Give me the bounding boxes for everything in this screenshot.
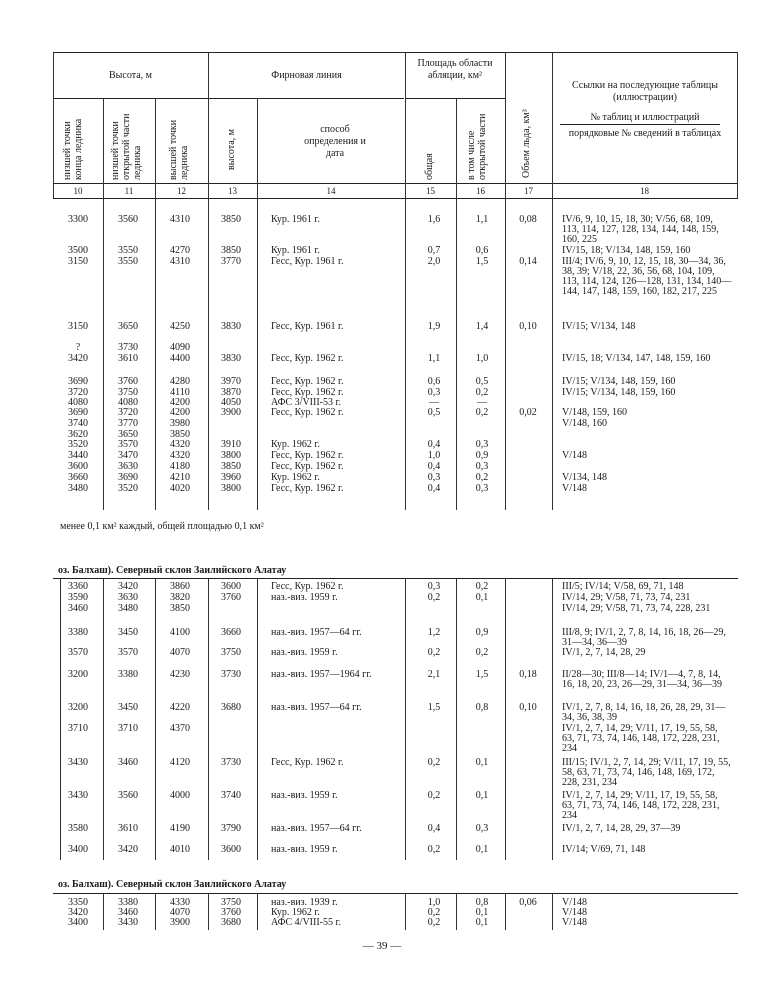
table-cell-c11: 3550 bbox=[118, 245, 138, 256]
table-cell-c18: V/148 bbox=[562, 907, 587, 918]
table-cell-c13: 3850 bbox=[221, 461, 241, 472]
table-cell-c11: 3420 bbox=[118, 581, 138, 592]
table-cell-c10: 3400 bbox=[68, 917, 88, 928]
table-cell-c12: 3900 bbox=[170, 917, 190, 928]
table-cell-c14: наз.-виз. 1957—64 гг. bbox=[271, 627, 362, 638]
table-cell-c16: 0,1 bbox=[475, 790, 489, 801]
table-cell-c15: 0,5 bbox=[427, 407, 441, 418]
table-cell-c11: 3730 bbox=[118, 342, 138, 353]
table-cell-c16: 0,2 bbox=[475, 472, 489, 483]
table-cell-c10: 3460 bbox=[68, 603, 88, 614]
table-cell-c12: 4200 bbox=[170, 407, 190, 418]
area-group-title: Площадь области абляции, км² bbox=[417, 58, 493, 81]
body-vline bbox=[552, 579, 553, 860]
table-cell-c13: 3770 bbox=[221, 256, 241, 267]
table-cell-c11: 3450 bbox=[118, 627, 138, 638]
table-cell-c10: 3720 bbox=[68, 387, 88, 398]
table-cell-c11: 3750 bbox=[118, 387, 138, 398]
body-vline bbox=[456, 579, 457, 860]
table-cell-c12: 3980 bbox=[170, 418, 190, 429]
table-cell-c12: 4270 bbox=[170, 245, 190, 256]
table-cell-c13: 3740 bbox=[221, 790, 241, 801]
col16-header: в том числе открытой части bbox=[466, 113, 488, 180]
body-vline bbox=[405, 894, 406, 930]
table-cell-c18: V/148, 159, 160 bbox=[562, 407, 627, 418]
table-cell-c14: Кур. 1961 г. bbox=[271, 214, 320, 225]
table-cell-c14: наз.-виз. 1957—64 гг. bbox=[271, 702, 362, 713]
table-cell-c10: 3480 bbox=[68, 483, 88, 494]
table-cell-c18: V/134, 148 bbox=[562, 472, 607, 483]
table-cell-c13: 3850 bbox=[221, 245, 241, 256]
table-cell-c16: 0,2 bbox=[475, 387, 489, 398]
table-cell-c12: 4320 bbox=[170, 450, 190, 461]
table-cell-c12: 4310 bbox=[170, 256, 190, 267]
table-cell-c13: 3960 bbox=[221, 472, 241, 483]
table-cell-c14: АФС 3/VIII-53 г. bbox=[271, 397, 341, 408]
table-cell-c18: IV/15, 18; V/134, 147, 148, 159, 160 bbox=[562, 353, 711, 364]
table-cell-c15: 1,9 bbox=[427, 321, 441, 332]
table-cell-c13: 3760 bbox=[221, 592, 241, 603]
table-cell-c11: 3450 bbox=[118, 702, 138, 713]
colnum-13: 13 bbox=[228, 186, 237, 196]
table-cell-c16: 0,5 bbox=[475, 376, 489, 387]
table-cell-c16: 0,9 bbox=[475, 627, 489, 638]
table-cell-c13: 3680 bbox=[221, 917, 241, 928]
table-cell-c18: II/28—30; III/8—14; IV/1—4, 7, 8, 14, 16, 18, 20, 23, 26—29, 31—34, 36—39 bbox=[562, 669, 722, 690]
table-cell-c11: 3550 bbox=[118, 256, 138, 267]
table-cell-c13: 3970 bbox=[221, 376, 241, 387]
table-cell-c12: 4200 bbox=[170, 397, 190, 408]
table-cell-c10: 3710 bbox=[68, 723, 88, 734]
col17-header: Объем льда, км³ bbox=[521, 109, 532, 178]
table-cell-c14: Кур. 1961 г. bbox=[271, 245, 320, 256]
table-cell-c18: III/5; IV/14; V/58, 69, 71, 148 bbox=[562, 581, 684, 592]
table-cell-c13: 3850 bbox=[221, 214, 241, 225]
table-cell-c16: 1,5 bbox=[475, 256, 489, 267]
body-vline bbox=[60, 579, 61, 860]
table-cell-c15: — bbox=[429, 397, 439, 408]
table-cell-c17: 0,02 bbox=[519, 407, 537, 418]
table-cell-c14: наз.-виз. 1959 г. bbox=[271, 592, 338, 603]
table-cell-c15: 0,6 bbox=[427, 376, 441, 387]
table-cell-c11: 3380 bbox=[118, 897, 138, 908]
table-cell-c10: 3420 bbox=[68, 353, 88, 364]
table-cell-c14: Гесс, Кур. 1962 г. bbox=[271, 757, 344, 768]
table-cell-c15: 0,2 bbox=[427, 647, 441, 658]
col14-header: способ определения и дата bbox=[304, 124, 366, 159]
table-cell-c14: наз.-виз. 1939 г. bbox=[271, 897, 338, 908]
height-group-title: Высота, м bbox=[109, 70, 152, 81]
table-cell-c10: 3600 bbox=[68, 461, 88, 472]
table-cell-c10: 3150 bbox=[68, 321, 88, 332]
table-cell-c14: Кур. 1962 г. bbox=[271, 907, 320, 918]
table-cell-c13: 3750 bbox=[221, 647, 241, 658]
table-cell-c18: IV/6, 9, 10, 15, 18, 30; V/56, 68, 109, 113, 114, 127, 128, 134, 144, 148, 159, 160, 225 bbox=[562, 214, 719, 245]
table-cell-c13: 3790 bbox=[221, 823, 241, 834]
table-cell-c15: 0,4 bbox=[427, 823, 441, 834]
table-cell-c16: 1,5 bbox=[475, 669, 489, 680]
header-vline bbox=[456, 98, 457, 198]
table-cell-c10: 3350 bbox=[68, 897, 88, 908]
table-cell-c11: 3480 bbox=[118, 603, 138, 614]
table-cell-c18: V/148, 160 bbox=[562, 418, 607, 429]
col12-header: высшей точки ледника bbox=[168, 119, 190, 180]
table-cell-c18: III/15; IV/1, 2, 7, 14, 29; V/11, 17, 19, 55, 58, 63, 71, 73, 74, 146, 148, 169, 172, 228, 231, 234 bbox=[562, 757, 731, 788]
header-vline bbox=[103, 98, 104, 198]
height-group-rule bbox=[53, 98, 208, 99]
table-cell-c15: 0,2 bbox=[427, 917, 441, 928]
table-cell-c14: наз.-виз. 1959 г. bbox=[271, 647, 338, 658]
table-cell-c10: 4080 bbox=[68, 397, 88, 408]
table-cell-c16: 0,9 bbox=[475, 450, 489, 461]
table-cell-c12: 3820 bbox=[170, 592, 190, 603]
table-cell-c10: 3690 bbox=[68, 407, 88, 418]
table-cell-c18: IV/14; V/69, 71, 148 bbox=[562, 844, 646, 855]
table-cell-c12: 4180 bbox=[170, 461, 190, 472]
table-cell-c11: 3380 bbox=[118, 669, 138, 680]
table-cell-c15: 0,4 bbox=[427, 483, 441, 494]
body-vline bbox=[552, 894, 553, 930]
table-cell-c14: Гесс, Кур. 1962 г. bbox=[271, 450, 344, 461]
table-cell-c15: 0,2 bbox=[427, 907, 441, 918]
table-cell-c11: 3630 bbox=[118, 592, 138, 603]
colnum-16: 16 bbox=[476, 186, 485, 196]
table-cell-c16: 0,3 bbox=[475, 439, 489, 450]
table-cell-c16: 0,6 bbox=[475, 245, 489, 256]
table-cell-c13: 3830 bbox=[221, 321, 241, 332]
table-cell-c14: Гесс, Кур. 1961 г. bbox=[271, 256, 344, 267]
table-cell-c17: 0,08 bbox=[519, 214, 537, 225]
table-cell-c13: 3830 bbox=[221, 353, 241, 364]
table-cell-c16: 1,1 bbox=[475, 214, 489, 225]
table-cell-c14: АФС 4/VIII-55 г. bbox=[271, 917, 341, 928]
body-vline bbox=[103, 579, 104, 860]
table-cell-c12: 4250 bbox=[170, 321, 190, 332]
table-cell-c14: Гесс, Кур. 1962 г. bbox=[271, 387, 344, 398]
table-cell-c16: — bbox=[477, 397, 487, 408]
table-cell-c15: 0,2 bbox=[427, 592, 441, 603]
table-cell-c14: Кур. 1962 г. bbox=[271, 439, 320, 450]
table-cell-c16: 0,8 bbox=[475, 897, 489, 908]
table-cell-c10: 3360 bbox=[68, 581, 88, 592]
section-title-3: оз. Балхаш). Северный склон Заилийского Алатау bbox=[58, 879, 287, 890]
table-cell-c15: 2,1 bbox=[427, 669, 441, 680]
header-vline bbox=[737, 52, 738, 198]
table-cell-c12: 4210 bbox=[170, 472, 190, 483]
table-cell-c16: 0,2 bbox=[475, 647, 489, 658]
table-cell-c15: 0,7 bbox=[427, 245, 441, 256]
table-cell-c10: 3690 bbox=[68, 376, 88, 387]
table-cell-c10: 3400 bbox=[68, 844, 88, 855]
table-cell-c10: 3150 bbox=[68, 256, 88, 267]
table-cell-c13: 3600 bbox=[221, 581, 241, 592]
table-cell-c11: 3610 bbox=[118, 353, 138, 364]
table-cell-c16: 0,2 bbox=[475, 407, 489, 418]
header-vline bbox=[155, 98, 156, 198]
table-cell-c14: наз.-виз. 1959 г. bbox=[271, 844, 338, 855]
col18-sub1: № таблиц и иллюстраций bbox=[590, 112, 700, 123]
table-cell-c18: IV/1, 2, 7, 14, 28, 29 bbox=[562, 647, 646, 658]
table-cell-c15: 0,2 bbox=[427, 757, 441, 768]
table-cell-c10: 3430 bbox=[68, 757, 88, 768]
header-vline bbox=[257, 98, 258, 198]
table-cell-c12: 4100 bbox=[170, 627, 190, 638]
table-cell-c10: ? bbox=[75, 342, 81, 353]
body-vline bbox=[208, 579, 209, 860]
table-cell-c15: 0,3 bbox=[427, 472, 441, 483]
table-cell-c11: 3770 bbox=[118, 418, 138, 429]
table-cell-c12: 3860 bbox=[170, 581, 190, 592]
table-cell-c15: 0,2 bbox=[427, 790, 441, 801]
table-cell-c12: 4000 bbox=[170, 790, 190, 801]
table-cell-c18: III/8, 9; IV/1, 2, 7, 8, 14, 16, 18, 26—29, 31—34, 36—39 bbox=[562, 627, 726, 648]
table-cell-c13: 3600 bbox=[221, 844, 241, 855]
table-cell-c13: 3900 bbox=[221, 407, 241, 418]
colnum-12: 12 bbox=[177, 186, 186, 196]
table-cell-c18: IV/1, 2, 7, 14, 29; V/11, 17, 19, 55, 58, 63, 71, 73, 74, 146, 148, 172, 228, 231, 234 bbox=[562, 723, 720, 754]
col11-header: низшей точки открытой части ледника bbox=[110, 113, 143, 180]
col15-header: общая bbox=[424, 153, 435, 180]
table-cell-c18: IV/14, 29; V/58, 71, 73, 74, 231 bbox=[562, 592, 691, 603]
table-cell-c16: 0,3 bbox=[475, 823, 489, 834]
colnum-10: 10 bbox=[73, 186, 83, 196]
section-title-2: оз. Балхаш). Северный склон Заилийского Алатау bbox=[58, 565, 287, 576]
colnum-11: 11 bbox=[124, 186, 134, 196]
table-cell-c10: 3440 bbox=[68, 450, 88, 461]
table-cell-c12: 4400 bbox=[170, 353, 190, 364]
colnum-17: 17 bbox=[524, 186, 533, 196]
table-cell-c15: 1,6 bbox=[427, 214, 441, 225]
body-vline bbox=[552, 198, 553, 510]
table-cell-c11: 3570 bbox=[118, 439, 138, 450]
table-cell-c13: 3660 bbox=[221, 627, 241, 638]
body-vline bbox=[405, 198, 406, 510]
table-cell-c16: 0,8 bbox=[475, 702, 489, 713]
table-cell-c14: Гесс, Кур. 1962 г. bbox=[271, 407, 344, 418]
table-cell-c16: 0,1 bbox=[475, 917, 489, 928]
area-group-rule bbox=[405, 98, 505, 99]
table-cell-c13: 3750 bbox=[221, 897, 241, 908]
table-cell-c11: 3470 bbox=[118, 450, 138, 461]
table-cell-c17: 0,14 bbox=[519, 256, 537, 267]
header-vline bbox=[505, 52, 506, 198]
table-cell-c13: 3800 bbox=[221, 483, 241, 494]
table-cell-c16: 1,4 bbox=[475, 321, 489, 332]
table-cell-c11: 3610 bbox=[118, 823, 138, 834]
table-cell-c11: 3760 bbox=[118, 376, 138, 387]
table-cell-c14: Кур. 1962 г. bbox=[271, 472, 320, 483]
table-cell-c12: 4120 bbox=[170, 757, 190, 768]
table-cell-c13: 3800 bbox=[221, 450, 241, 461]
table-cell-c12: 4110 bbox=[170, 387, 190, 398]
table-cell-c18: IV/1, 2, 7, 8, 14, 16, 18, 26, 28, 29, 31—34, 36, 38, 39 bbox=[562, 702, 726, 723]
table-cell-c16: 1,0 bbox=[475, 353, 489, 364]
header-vline bbox=[552, 52, 553, 198]
table-cell-c12: 4070 bbox=[170, 647, 190, 658]
table-cell-c18: IV/1, 2, 7, 14, 28, 29, 37—39 bbox=[562, 823, 681, 834]
table-cell-c15: 2,0 bbox=[427, 256, 441, 267]
table-cell-c16: 0,2 bbox=[475, 581, 489, 592]
table-cell-c15: 1,1 bbox=[427, 353, 441, 364]
table-cell-c10: 3200 bbox=[68, 669, 88, 680]
col10-header: низшей точки конца ледника bbox=[62, 118, 84, 180]
table-cell-c11: 3560 bbox=[118, 214, 138, 225]
table-cell-c15: 0,2 bbox=[427, 844, 441, 855]
table-cell-c12: 4370 bbox=[170, 723, 190, 734]
col18-sub2: порядковые № сведений в таблицах bbox=[568, 128, 722, 139]
table-cell-c11: 3710 bbox=[118, 723, 138, 734]
table-cell-c12: 4010 bbox=[170, 844, 190, 855]
table-cell-c11: 3650 bbox=[118, 429, 138, 440]
table-cell-c14: наз.-виз. 1957—1964 гг. bbox=[271, 669, 372, 680]
firn-group-title: Фирновая линия bbox=[271, 70, 342, 81]
table-cell-c12: 4310 bbox=[170, 214, 190, 225]
table-cell-c10: 3520 bbox=[68, 439, 88, 450]
table-cell-c16: 0,1 bbox=[475, 592, 489, 603]
body-vline bbox=[505, 579, 506, 860]
colnum-15: 15 bbox=[426, 186, 435, 196]
table-cell-c17: 0,18 bbox=[519, 669, 537, 680]
table-cell-c11: 3520 bbox=[118, 483, 138, 494]
table-cell-c13: 3910 bbox=[221, 439, 241, 450]
firn-group-rule bbox=[208, 98, 404, 99]
table-cell-c18: IV/14, 29; V/58, 71, 73, 74, 228, 231 bbox=[562, 603, 711, 614]
table-cell-c11: 3560 bbox=[118, 790, 138, 801]
table-cell-c13: 3870 bbox=[221, 387, 241, 398]
table-cell-c17: 0,10 bbox=[519, 321, 537, 332]
body-vline bbox=[257, 579, 258, 860]
table-cell-c12: 4070 bbox=[170, 907, 190, 918]
table-cell-c14: Гесс, Кур. 1962 г. bbox=[271, 353, 344, 364]
table-cell-c17: 0,06 bbox=[519, 897, 537, 908]
colnum-18: 18 bbox=[640, 186, 649, 196]
table-cell-c15: 0,3 bbox=[427, 387, 441, 398]
table-cell-c12: 4190 bbox=[170, 823, 190, 834]
table-cell-c10: 3200 bbox=[68, 702, 88, 713]
table-cell-c15: 0,3 bbox=[427, 581, 441, 592]
table-cell-c14: наз.-виз. 1957—64 гг. bbox=[271, 823, 362, 834]
refs-sub-rule bbox=[560, 124, 720, 125]
table-cell-c18: IV/15; V/134, 148, 159, 160 bbox=[562, 387, 676, 398]
table-cell-c10: 3500 bbox=[68, 245, 88, 256]
table-cell-c12: 4090 bbox=[170, 342, 190, 353]
footnote-small-glaciers: менее 0,1 км² каждый, общей площадью 0,1 км² bbox=[60, 521, 264, 532]
page-number: — 39 — bbox=[362, 940, 402, 952]
table-cell-c13: 3760 bbox=[221, 907, 241, 918]
table-cell-c12: 4220 bbox=[170, 702, 190, 713]
table-cell-c10: 3740 bbox=[68, 418, 88, 429]
table-cell-c12: 4320 bbox=[170, 439, 190, 450]
table-cell-c11: 3420 bbox=[118, 844, 138, 855]
table-cell-c13: 3680 bbox=[221, 702, 241, 713]
table-cell-c11: 3570 bbox=[118, 647, 138, 658]
table-cell-c11: 3430 bbox=[118, 917, 138, 928]
table-cell-c10: 3380 bbox=[68, 627, 88, 638]
table-cell-c18: V/148 bbox=[562, 450, 587, 461]
table-cell-c10: 3620 bbox=[68, 429, 88, 440]
body-vline bbox=[257, 894, 258, 930]
table-cell-c11: 3650 bbox=[118, 321, 138, 332]
table-cell-c15: 0,4 bbox=[427, 439, 441, 450]
table-cell-c15: 1,5 bbox=[427, 702, 441, 713]
table-cell-c12: 4020 bbox=[170, 483, 190, 494]
table-cell-c14: наз.-виз. 1959 г. bbox=[271, 790, 338, 801]
table-cell-c18: IV/15; V/134, 148 bbox=[562, 321, 636, 332]
table-cell-c12: 3850 bbox=[170, 429, 190, 440]
table-cell-c11: 3690 bbox=[118, 472, 138, 483]
table-cell-c15: 1,0 bbox=[427, 897, 441, 908]
col13-header: высота, м bbox=[226, 128, 237, 170]
table-cell-c16: 0,1 bbox=[475, 757, 489, 768]
table-cell-c13: 3730 bbox=[221, 757, 241, 768]
table-cell-c10: 3580 bbox=[68, 823, 88, 834]
col18-title: Ссылки на последующие таблицы (иллюстрации) bbox=[571, 80, 718, 103]
table-cell-c18: V/148 bbox=[562, 897, 587, 908]
table-cell-c17: 0,10 bbox=[519, 702, 537, 713]
table-cell-c10: 3570 bbox=[68, 647, 88, 658]
table-cell-c10: 3420 bbox=[68, 907, 88, 918]
top-rule bbox=[53, 52, 738, 53]
table-cell-c18: IV/15; V/134, 148, 159, 160 bbox=[562, 376, 676, 387]
table-cell-c16: 0,3 bbox=[475, 483, 489, 494]
table-cell-c14: Гесс, Кур. 1962 г. bbox=[271, 483, 344, 494]
table-cell-c11: 3460 bbox=[118, 757, 138, 768]
table-cell-c13: 3730 bbox=[221, 669, 241, 680]
table-cell-c12: 4280 bbox=[170, 376, 190, 387]
table-cell-c12: 3850 bbox=[170, 603, 190, 614]
table-cell-c16: 0,1 bbox=[475, 844, 489, 855]
table-cell-c10: 3430 bbox=[68, 790, 88, 801]
table-cell-c11: 3720 bbox=[118, 407, 138, 418]
table-cell-c18: V/148 bbox=[562, 483, 587, 494]
table-cell-c11: 4080 bbox=[118, 397, 138, 408]
body-vline bbox=[155, 579, 156, 860]
table-cell-c14: Гесс, Кур. 1962 г. bbox=[271, 461, 344, 472]
table-cell-c10: 3590 bbox=[68, 592, 88, 603]
table-cell-c11: 3630 bbox=[118, 461, 138, 472]
table-cell-c10: 3300 bbox=[68, 214, 88, 225]
table-cell-c14: Гесс, Кур. 1961 г. bbox=[271, 321, 344, 332]
table-cell-c12: 4330 bbox=[170, 897, 190, 908]
table-cell-c14: Гесс, Кур. 1962 г. bbox=[271, 376, 344, 387]
body-vline bbox=[405, 579, 406, 860]
table-cell-c10: 3660 bbox=[68, 472, 88, 483]
table-cell-c14: Гесс, Кур. 1962 г. bbox=[271, 581, 344, 592]
body-vline bbox=[257, 198, 258, 510]
table-cell-c18: IV/15, 18; V/134, 148, 159, 160 bbox=[562, 245, 691, 256]
table-cell-c15: 0,4 bbox=[427, 461, 441, 472]
table-cell-c18: III/4; IV/6, 9, 10, 12, 15, 18, 30—34, 36, 38, 39; V/18, 22, 36, 56, 68, 104, 109, 113, 114, 124, 126—128, 131, 134, 140—144, 147, 148, 159, 160, 182, 217, 225 bbox=[562, 256, 732, 297]
table-cell-c18: V/148 bbox=[562, 917, 587, 928]
table-cell-c11: 3460 bbox=[118, 907, 138, 918]
table-cell-c13: 4050 bbox=[221, 397, 241, 408]
table-cell-c15: 1,0 bbox=[427, 450, 441, 461]
table-cell-c16: 0,1 bbox=[475, 907, 489, 918]
colnum-14: 14 bbox=[326, 186, 336, 196]
table-cell-c16: 0,3 bbox=[475, 461, 489, 472]
table-cell-c15: 1,2 bbox=[427, 627, 441, 638]
table-cell-c18: IV/1, 2, 7, 14, 29; V/11, 17, 19, 55, 58, 63, 71, 73, 74, 146, 148, 172, 228, 231, 234 bbox=[562, 790, 720, 821]
table-cell-c12: 4230 bbox=[170, 669, 190, 680]
